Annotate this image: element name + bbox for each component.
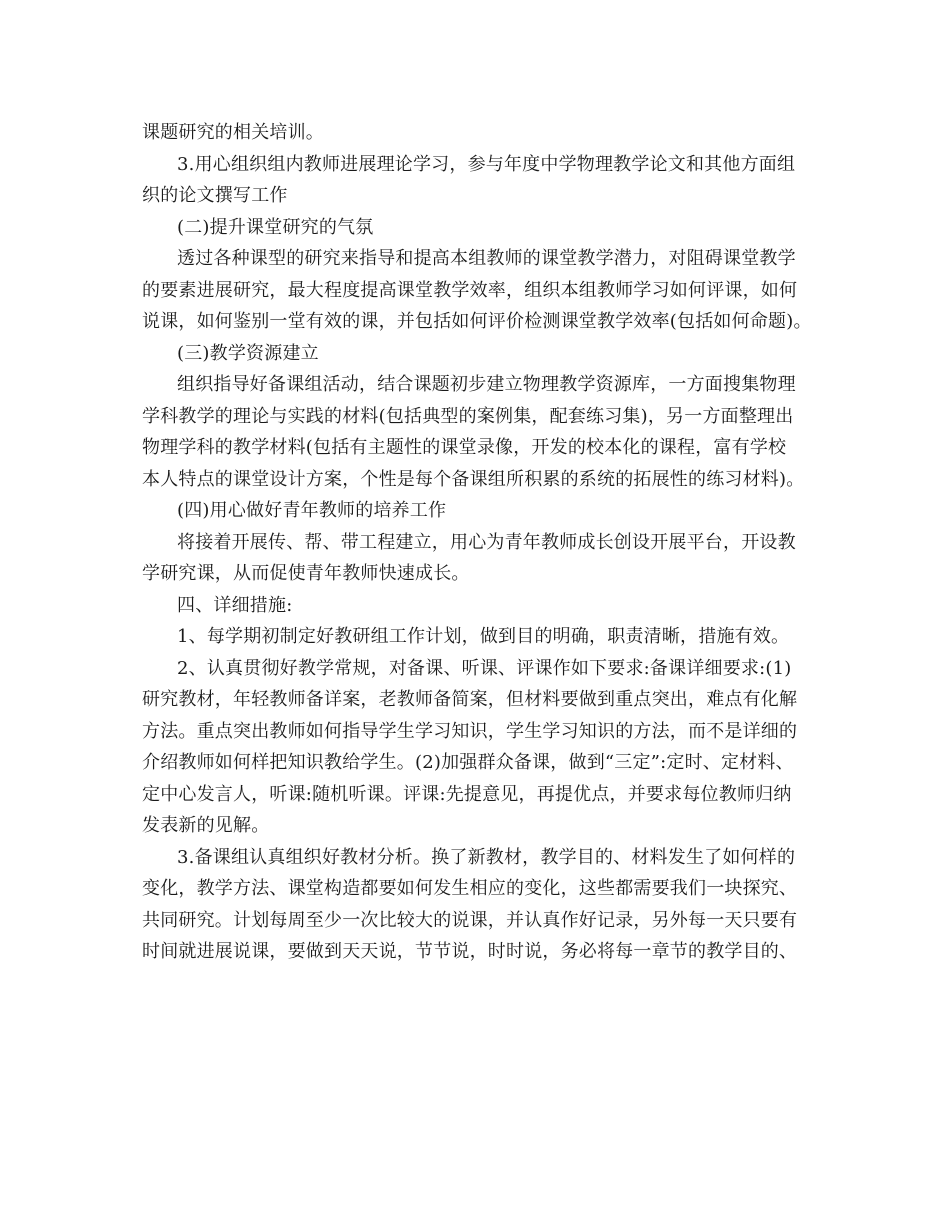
text-line: 定中心发言人，听课:随机听课。评课:先提意见，再提优点，并要求每位教师归纳 bbox=[142, 783, 792, 805]
document-body bbox=[142, 117, 822, 968]
text-line: 研究教材，年轻教师备详案，老教师备简案，但材料要做到重点突出，难点有化解 bbox=[142, 689, 798, 710]
text-line: 的要素进展研究，最大程度提高课堂教学效率，组织本组教师学习如何评课，如何 bbox=[142, 279, 798, 301]
text-line: 介绍教师如何样把知识教给学生。(2)加强群众备课，做到“三定”:定时、定材料、 bbox=[142, 752, 794, 773]
text-line: 发表新的见解。 bbox=[142, 815, 270, 836]
text-line: (三)教学资源建立 bbox=[177, 342, 319, 364]
text-line: 将接着开展传、帮、带工程建立，用心为青年教师成长创设开展平台，开设教 bbox=[177, 531, 796, 553]
text-line: 1、每学期初制定好教研组工作计划，做到目的明确，职责清晰，措施有效。 bbox=[177, 626, 790, 647]
text-line: 共同研究。计划每周至少一次比较大的说课，并认真作好记录，另外每一天只要有 bbox=[142, 909, 798, 931]
text-line: 方法。重点突出教师如何指导学生学习知识，学生学习知识的方法，而不是详细的 bbox=[142, 720, 798, 742]
text-line: (二)提升课堂研究的气氛 bbox=[177, 216, 374, 238]
text-line: 组织指导好备课组活动，结合课题初步建立物理教学资源库，一方面搜集物理 bbox=[177, 374, 796, 395]
text-line: 本人特点的课堂设计方案，个性是每个备课组所积累的系统的拓展性的练习材料)。 bbox=[142, 468, 805, 490]
text-line: 2、认真贯彻好教学常规，对备课、听课、评课作如下要求:备课详细要求:(1) bbox=[177, 657, 792, 679]
text-line: (四)用心做好青年教师的培养工作 bbox=[177, 500, 447, 521]
text-line: 透过各种课型的研究来指导和提高本组教师的课堂教学潜力，对阻碍课堂教学 bbox=[177, 248, 796, 269]
text-line: 时间就进展说课，要做到天天说，节节说，时时说，务必将每一章节的教学目的、 bbox=[142, 941, 798, 962]
text-line: 变化，教学方法、课堂构造都要如何发生相应的变化，这些都需要我们一块探究、 bbox=[142, 878, 798, 899]
text-line: 课题研究的相关培训。 bbox=[142, 122, 324, 143]
text-line: 3.用心组织组内教师进展理论学习，参与年度中学物理教学论文和其他方面组 bbox=[177, 153, 796, 175]
text-line: 学研究课，从而促使青年教师快速成长。 bbox=[142, 563, 470, 584]
text-line: 3.备课组认真组织好教材分析。换了新教材，教学目的、材料发生了如何样的 bbox=[177, 846, 796, 868]
text-line: 四、详细措施: bbox=[177, 594, 293, 616]
text-line: 学科教学的理论与实践的材料(包括典型的案例集，配套练习集)，另一方面整理出 bbox=[142, 405, 794, 427]
text-line: 物理学科的教学材料(包括有主题性的课堂录像，开发的校本化的课程，富有学校 bbox=[142, 437, 787, 458]
text-line: 说课，如何鉴别一堂有效的课，并包括如何评价检测课堂教学效率(包括如何命题)。 bbox=[142, 311, 812, 332]
text-line: 织的论文撰写工作 bbox=[142, 185, 288, 206]
